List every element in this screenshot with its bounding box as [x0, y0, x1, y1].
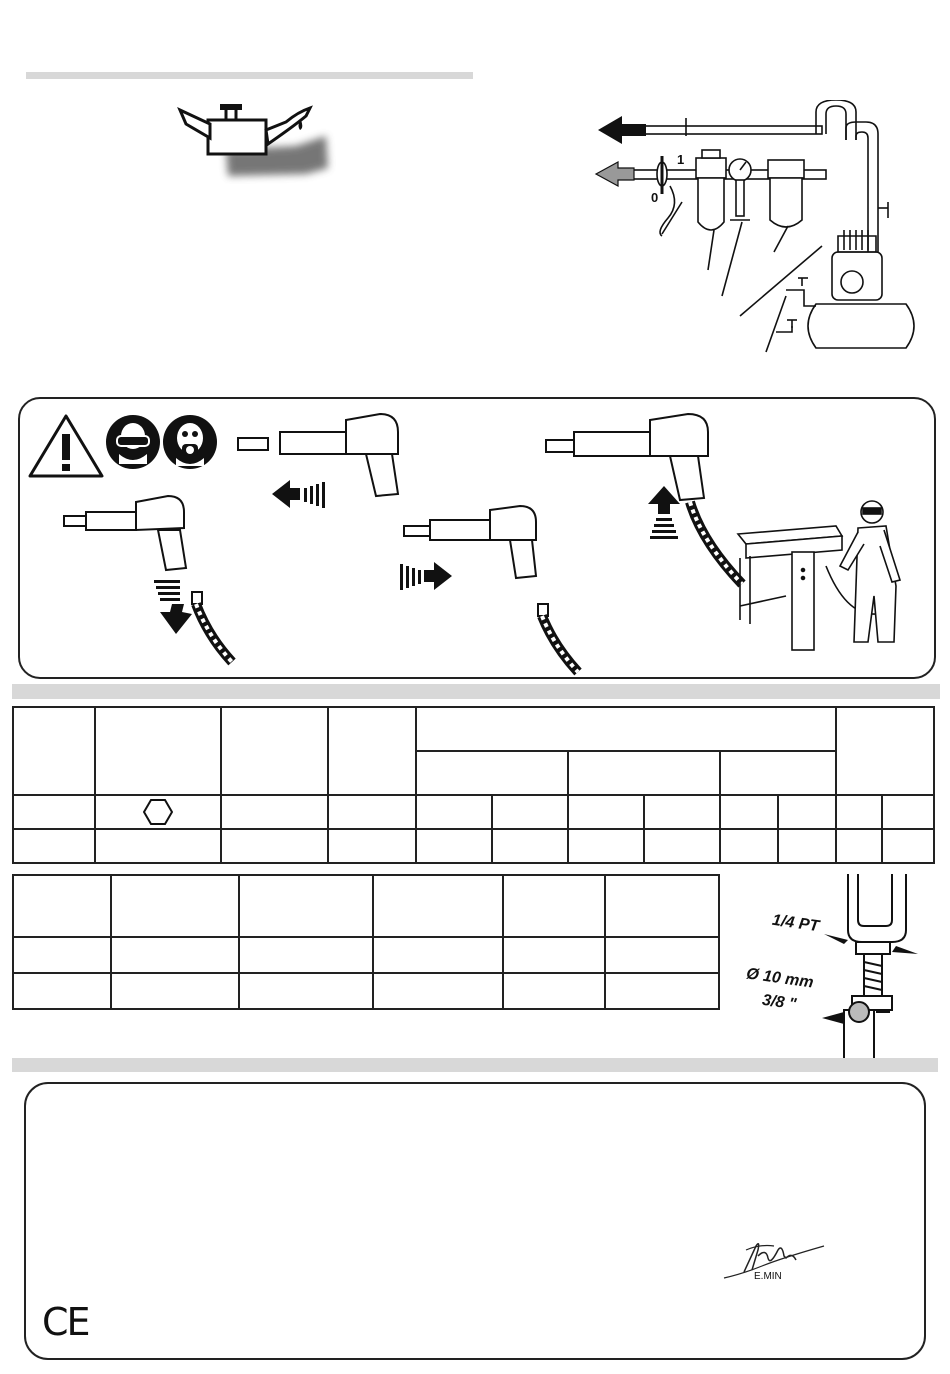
- declaration-panel: [24, 1082, 926, 1360]
- hex-nut-icon: [143, 798, 173, 826]
- noise-cell: [111, 937, 239, 973]
- spec-cell: [221, 795, 328, 829]
- tool-step-1: [60, 488, 200, 578]
- signatory-name: E.MIN: [754, 1271, 782, 1282]
- noise-header-cell: [503, 875, 605, 937]
- spec-cell: [720, 795, 778, 829]
- tool-step-4: [540, 410, 720, 510]
- spec-cell: [221, 829, 328, 863]
- top-rule: [26, 72, 473, 79]
- spec-cell: [416, 795, 492, 829]
- spec-cell: [778, 795, 836, 829]
- spec-cell: [328, 829, 416, 863]
- spec-cell: [416, 829, 492, 863]
- section-bar-declaration: [12, 1058, 938, 1072]
- spec-subgroup-header: [720, 751, 836, 795]
- spec-table: [12, 706, 935, 864]
- noise-cell: [373, 973, 503, 1009]
- spec-cell: [882, 829, 934, 863]
- spec-subgroup-header: [568, 751, 720, 795]
- arrow-right: [394, 560, 454, 594]
- noise-vibration-table: [12, 874, 720, 1010]
- spec-cell: [568, 795, 644, 829]
- air-hose-2: [532, 602, 592, 676]
- spec-cell: [836, 829, 882, 863]
- arrow-left: [270, 476, 330, 510]
- spec-header-cell: [95, 707, 221, 795]
- spec-header-cell: [221, 707, 328, 795]
- respirator-mask-icon: [162, 414, 218, 470]
- hose-diameter-label: Ø 10 mm: [745, 965, 815, 992]
- spec-header-cell: [328, 707, 416, 795]
- spec-cell: [95, 829, 221, 863]
- noise-header-cell: [605, 875, 719, 937]
- noise-header-cell: [13, 875, 111, 937]
- spec-header-cell: [13, 707, 95, 795]
- hose-inch-label: 3/8 ": [761, 991, 798, 1014]
- spec-cell: [778, 829, 836, 863]
- noise-cell: [503, 937, 605, 973]
- spec-cell: [644, 795, 720, 829]
- ce-mark: CE: [42, 1300, 89, 1344]
- valve-closed-label: 0: [651, 190, 659, 205]
- safety-goggles-icon: [105, 414, 161, 470]
- noise-header-cell: [111, 875, 239, 937]
- noise-cell: [605, 937, 719, 973]
- oil-can-icon: [176, 98, 336, 188]
- spec-cell: [720, 829, 778, 863]
- spec-group-header: [416, 707, 836, 751]
- air-supply-diagram: [590, 100, 930, 370]
- noise-header-cell: [239, 875, 373, 937]
- spec-cell: [568, 829, 644, 863]
- noise-cell: [503, 973, 605, 1009]
- hose-connection-diagram: [740, 870, 940, 1060]
- spec-cell: [328, 795, 416, 829]
- spec-cell: [13, 829, 95, 863]
- noise-header-cell: [373, 875, 503, 937]
- arrow-up: [644, 484, 684, 544]
- noise-cell: [239, 937, 373, 973]
- thread-size-label: 1/4 PT: [771, 911, 821, 936]
- spec-cell: [95, 795, 221, 829]
- spec-cell: [644, 829, 720, 863]
- warning-icon: [26, 412, 106, 480]
- operator-illustration: [726, 496, 926, 656]
- noise-cell: [111, 973, 239, 1009]
- noise-cell: [373, 937, 503, 973]
- spec-cell: [13, 795, 95, 829]
- section-bar-specs: [12, 684, 940, 699]
- valve-open-label: 1: [677, 152, 685, 167]
- noise-cell: [605, 973, 719, 1009]
- air-hose-1: [186, 590, 246, 670]
- spec-cell: [492, 795, 568, 829]
- noise-cell: [239, 973, 373, 1009]
- spec-subgroup-header: [416, 751, 568, 795]
- spec-cell: [836, 795, 882, 829]
- noise-cell: [13, 937, 111, 973]
- spec-header-cell: [836, 707, 934, 795]
- spec-cell: [882, 795, 934, 829]
- spec-cell: [492, 829, 568, 863]
- noise-cell: [13, 973, 111, 1009]
